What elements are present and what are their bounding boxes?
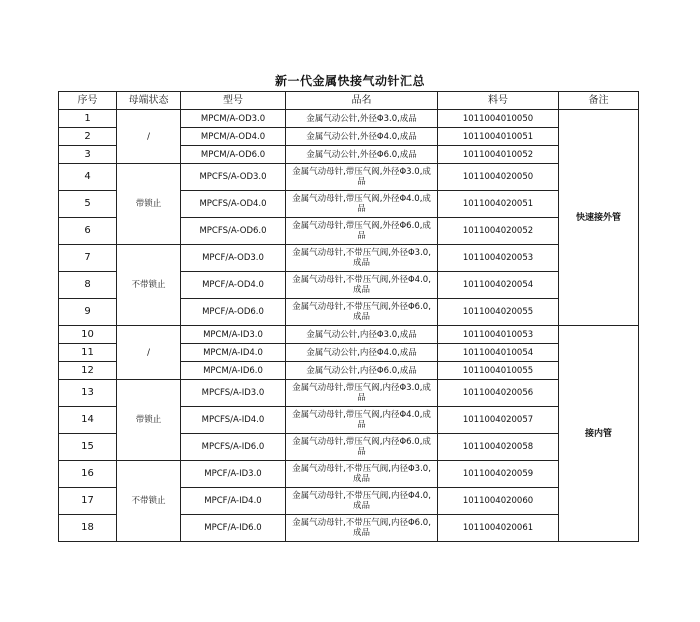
female-state-cell: 带锁止 [117,380,181,461]
part-number-cell: 1011004020057 [438,407,559,434]
model-cell: MPCFS/A-OD6.0 [181,218,286,245]
model-cell: MPCM/A-OD4.0 [181,128,286,146]
row-index: 2 [59,128,117,146]
table-row [59,326,639,344]
row-index: 13 [59,380,117,407]
row-index: 5 [59,191,117,218]
model-cell: MPCM/A-ID4.0 [181,344,286,362]
row-index: 1 [59,110,117,128]
part-number-cell: 1011004010052 [438,146,559,164]
part-number-cell: 1011004020050 [438,164,559,191]
part-number-cell: 1011004010054 [438,344,559,362]
model-cell: MPCF/A-ID3.0 [181,461,286,488]
part-number-cell: 1011004020061 [438,515,559,542]
row-index: 9 [59,299,117,326]
model-cell: MPCFS/A-OD4.0 [181,191,286,218]
female-state-cell: 带锁止 [117,164,181,245]
female-state-cell: 不带锁止 [117,461,181,542]
part-number-cell: 1011004020051 [438,191,559,218]
product-name-cell: 金属气动母针,带压气阀,外径Φ4.0,成品 [286,191,438,218]
product-name-cell: 金属气动母针,不带压气阀,外径Φ6.0,成品 [286,299,438,326]
row-index: 7 [59,245,117,272]
part-number-cell: 1011004020059 [438,461,559,488]
model-cell: MPCF/A-OD3.0 [181,245,286,272]
table-body [59,110,639,542]
female-state-cell: / [117,110,181,164]
part-number-cell: 1011004020054 [438,272,559,299]
product-name-cell: 金属气动母针,不带压气阀,内径Φ4.0,成品 [286,488,438,515]
product-name-cell: 金属气动公针,外径Φ6.0,成品 [286,146,438,164]
remark-cell: 快速接外管 [559,110,639,326]
row-index: 4 [59,164,117,191]
model-cell: MPCM/A-ID6.0 [181,362,286,380]
document-title: 新一代金属快接气动针汇总 [274,74,425,88]
part-number-cell: 1011004020053 [438,245,559,272]
model-cell: MPCM/A-OD3.0 [181,110,286,128]
row-index: 12 [59,362,117,380]
product-name-cell: 金属气动母针,不带压气阀,内径Φ6.0,成品 [286,515,438,542]
product-name-cell: 金属气动母针,带压气阀,内径Φ4.0,成品 [286,407,438,434]
product-name-cell: 金属气动母针,带压气阀,外径Φ6.0,成品 [286,218,438,245]
model-cell: MPCFS/A-ID3.0 [181,380,286,407]
part-number-cell: 1011004010055 [438,362,559,380]
row-index: 11 [59,344,117,362]
model-cell: MPCF/A-OD6.0 [181,299,286,326]
product-name-cell: 金属气动母针,带压气阀,外径Φ3.0,成品 [286,164,438,191]
product-name-cell: 金属气动母针,不带压气阀,外径Φ4.0,成品 [286,272,438,299]
part-number-cell: 1011004020058 [438,434,559,461]
row-index: 18 [59,515,117,542]
table-header-row [59,92,639,110]
product-name-cell: 金属气动母针,不带压气阀,内径Φ3.0,成品 [286,461,438,488]
row-index: 8 [59,272,117,299]
row-index: 3 [59,146,117,164]
female-state-cell: / [117,326,181,380]
part-number-cell: 1011004010050 [438,110,559,128]
product-name-cell: 金属气动母针,不带压气阀,外径Φ3.0,成品 [286,245,438,272]
product-name-cell: 金属气动公针,外径Φ3.0,成品 [286,110,438,128]
product-name-cell: 金属气动母针,带压气阀,内径Φ3.0,成品 [286,380,438,407]
model-cell: MPCFS/A-ID6.0 [181,434,286,461]
header-remark: 备注 [559,92,639,110]
header-model: 型号 [181,92,286,110]
remark-cell: 接内管 [559,326,639,542]
part-number-cell: 1011004010053 [438,326,559,344]
part-number-cell: 1011004010051 [438,128,559,146]
part-number-cell: 1011004020052 [438,218,559,245]
product-name-cell: 金属气动公针,内径Φ4.0,成品 [286,344,438,362]
part-number-cell: 1011004020060 [438,488,559,515]
summary-table [58,91,639,542]
header-index: 序号 [59,92,117,110]
product-name-cell: 金属气动公针,内径Φ6.0,成品 [286,362,438,380]
part-number-cell: 1011004020056 [438,380,559,407]
table-row [59,164,639,191]
table-row [59,245,639,272]
model-cell: MPCF/A-ID4.0 [181,488,286,515]
header-part-number: 料号 [438,92,559,110]
table-row [59,110,639,128]
model-cell: MPCM/A-OD6.0 [181,146,286,164]
model-cell: MPCFS/A-ID4.0 [181,407,286,434]
table-row [59,461,639,488]
product-name-cell: 金属气动公针,外径Φ4.0,成品 [286,128,438,146]
model-cell: MPCM/A-ID3.0 [181,326,286,344]
row-index: 10 [59,326,117,344]
product-name-cell: 金属气动母针,带压气阀,内径Φ6.0,成品 [286,434,438,461]
row-index: 6 [59,218,117,245]
part-number-cell: 1011004020055 [438,299,559,326]
row-index: 14 [59,407,117,434]
product-name-cell: 金属气动公针,内径Φ3.0,成品 [286,326,438,344]
female-state-cell: 不带锁止 [117,245,181,326]
model-cell: MPCFS/A-OD3.0 [181,164,286,191]
table-row [59,380,639,407]
row-index: 16 [59,461,117,488]
model-cell: MPCF/A-OD4.0 [181,272,286,299]
header-product-name: 品名 [286,92,438,110]
row-index: 15 [59,434,117,461]
model-cell: MPCF/A-ID6.0 [181,515,286,542]
header-female-state: 母端状态 [117,92,181,110]
row-index: 17 [59,488,117,515]
